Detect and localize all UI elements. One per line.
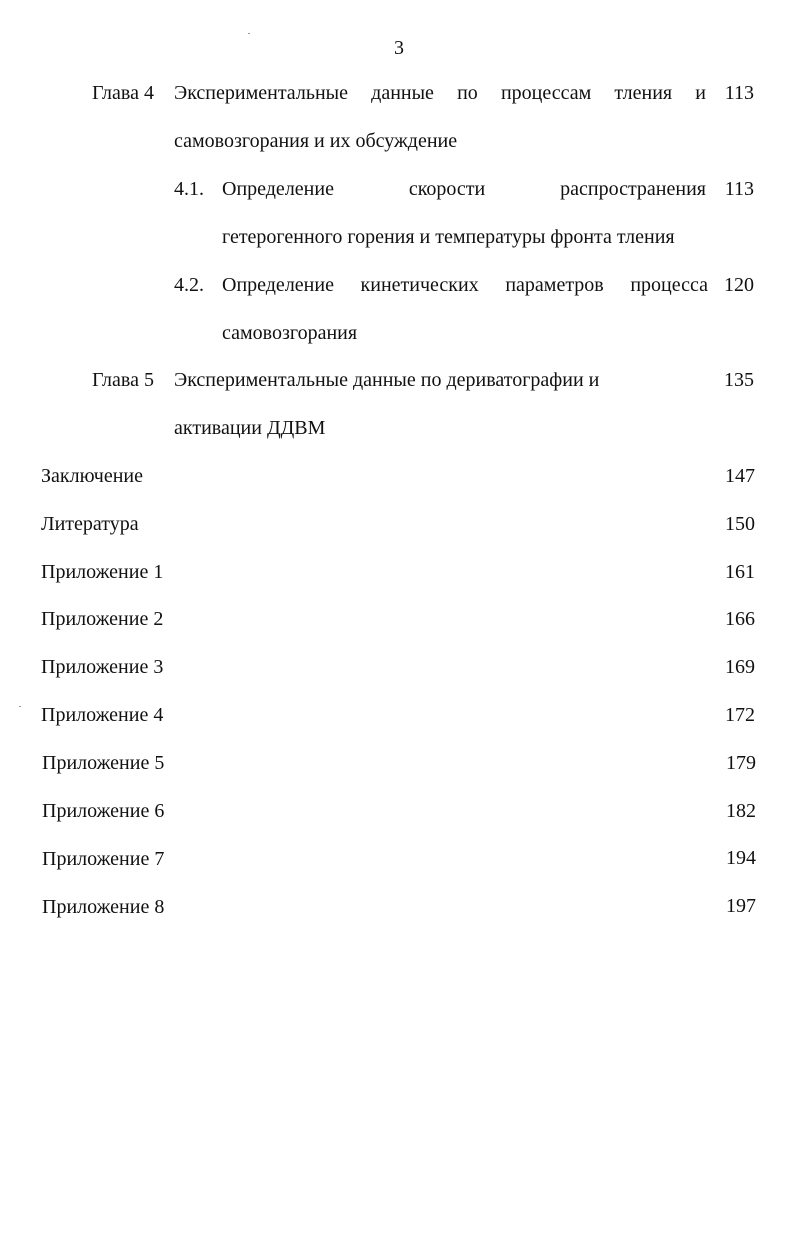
entry-title: Приложение 8 xyxy=(42,896,165,918)
chapter-title-line-2: активации ДДВМ xyxy=(174,417,326,439)
entry-page-number: 182 xyxy=(726,800,756,822)
page-number: 3 xyxy=(394,37,404,59)
section-number: 4.1. xyxy=(174,178,204,200)
entry-title: Приложение 3 xyxy=(41,656,164,678)
chapter-page-number: 113 xyxy=(724,82,754,104)
scan-speck xyxy=(19,706,21,707)
entry-title: Заключение xyxy=(41,465,143,487)
chapter-title-line-1: Экспериментальные данные по дериватографии и xyxy=(174,369,600,391)
entry-title: Литература xyxy=(41,513,139,535)
section-title-line-2: самовозгорания xyxy=(222,322,358,344)
entry-page-number: 197 xyxy=(726,895,756,917)
chapter-page-number: 135 xyxy=(724,369,754,391)
entry-page-number: 161 xyxy=(725,561,755,583)
section-page-number: 113 xyxy=(724,178,754,200)
entry-page-number: 147 xyxy=(725,465,755,487)
entry-title: Приложение 5 xyxy=(42,752,165,774)
chapter-label: Глава 4 xyxy=(92,82,154,104)
entry-title: Приложение 4 xyxy=(41,704,164,726)
entry-page-number: 172 xyxy=(725,704,755,726)
section-page-number: 120 xyxy=(724,274,754,296)
entry-title: Приложение 7 xyxy=(42,848,165,870)
entry-page-number: 150 xyxy=(725,513,755,535)
chapter-title-line-1: Экспериментальные данные по процессам тления и xyxy=(174,82,706,104)
entry-title: Приложение 6 xyxy=(42,800,165,822)
section-title-line-2: гетерогенного горения и температуры фронта тления xyxy=(222,226,675,248)
scan-speck xyxy=(248,33,250,34)
entry-page-number: 179 xyxy=(726,752,756,774)
chapter-label: Глава 5 xyxy=(92,369,154,391)
section-title-line-1: Определение скорости распространения xyxy=(222,178,706,200)
section-title-line-1: Определение кинетических параметров процесса xyxy=(222,274,708,296)
entry-title: Приложение 2 xyxy=(41,608,164,630)
entry-page-number: 194 xyxy=(726,847,756,869)
entry-title: Приложение 1 xyxy=(41,561,164,583)
section-number: 4.2. xyxy=(174,274,204,296)
chapter-title-line-2: самовозгорания и их обсуждение xyxy=(174,130,458,152)
entry-page-number: 166 xyxy=(725,608,755,630)
entry-page-number: 169 xyxy=(725,656,755,678)
